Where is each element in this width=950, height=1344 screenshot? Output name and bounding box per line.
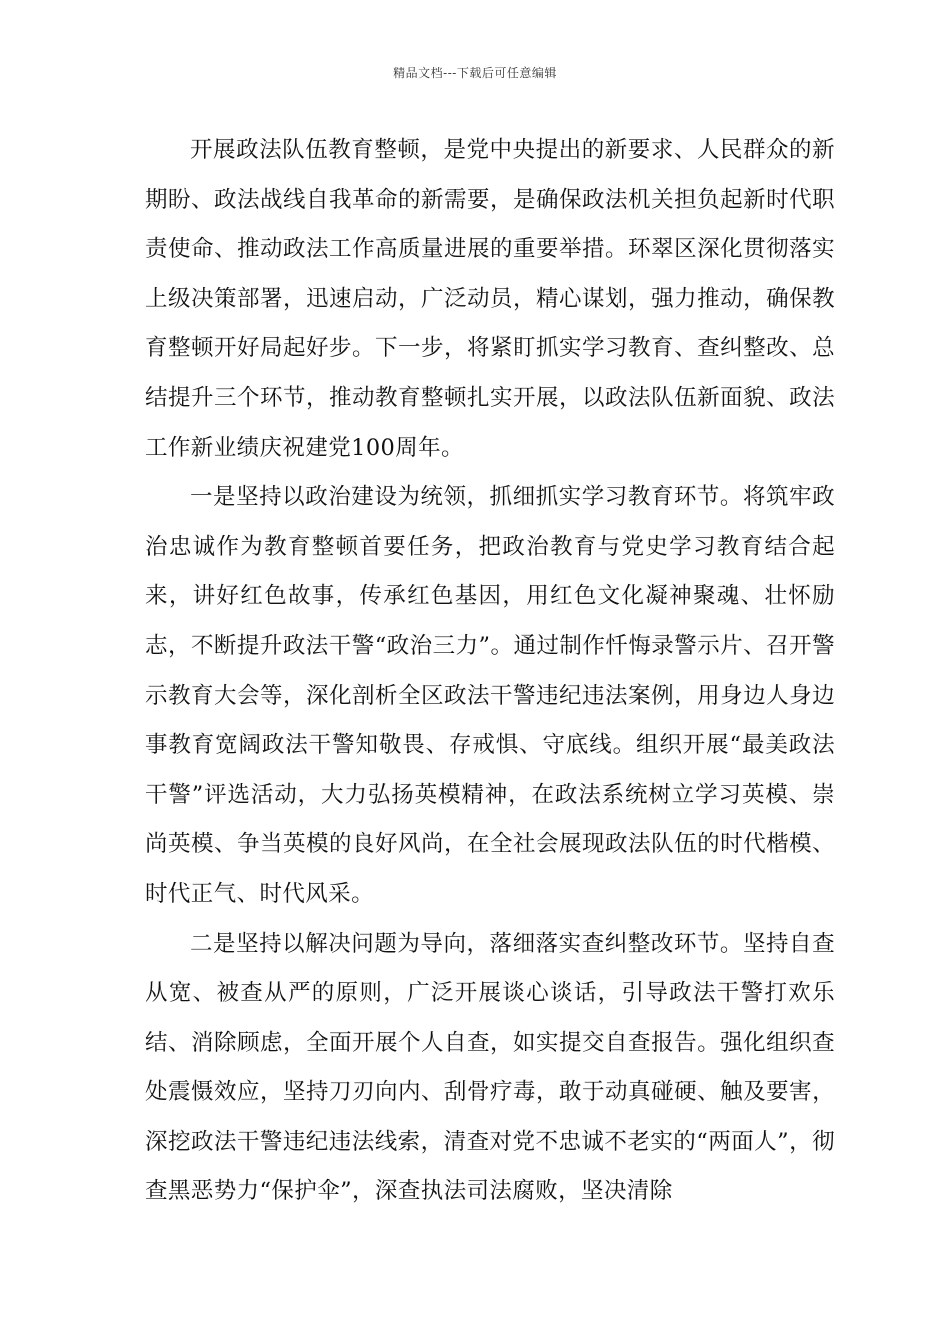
document-body (145, 126, 835, 1217)
paragraph-two: 二是坚持以解决问题为导向，落细落实查纠整改环节。坚持自查从宽、被查从严的原则，广泛开展谈心谈话，引导政法干警打欢乐结、消除顾虑，全面开展个人自查，如实提交自查报告。强化组织查处震慑效应，坚持刀刃向内、刮骨疗毒，敢于动真碰硬、触及要害，深挖政法干警违纪违法线索，清查对党不忠诚不老实的“两面人”，彻查黑恶势力“保护伞”，深查执法司法腐败，坚决清除 (145, 930, 835, 1205)
page-header: 精品文档---下载后可任意编辑 (393, 66, 557, 80)
paragraph-one: 一是坚持以政治建设为统领，抓细抓实学习教育环节。将筑牢政治忠诚作为教育整顿首要任务，把政治教育与党史学习教育结合起来，讲好红色故事，传承红色基因，用红色文化凝神聚魂、壮怀励志，不断提升政法干警“政治三力”。通过制作忏悔录警示片、召开警示教育大会等，深化剖析全区政法干警违纪违法案例，用身边人身边事教育宽阔政法干警知敬畏、存戒惧、守底线。组织开展“最美政法干警”评选活动，大力弘扬英模精神，在政法系统树立学习英模、崇尚英模、争当英模的良好风尚，在全社会展现政法队伍的时代楷模、时代正气、时代风采。 (145, 484, 835, 907)
paragraph-intro: 开展政法队伍教育整顿，是党中央提出的新要求、人民群众的新期盼、政法战线自我革命的新需要，是确保政法机关担负起新时代职责使命、推动政法工作高质量进展的重要举措。环翠区深化贯彻落实上级决策部署，迅速启动，广泛动员，精心谋划，强力推动，确保教育整顿开好局起好步。下一步，将紧盯抓实学习教育、查纠整改、总结提升三个环节，推动教育整顿扎实开展，以政法队伍新面貌、政法工作新业绩庆祝建党100周年。 (145, 137, 835, 461)
